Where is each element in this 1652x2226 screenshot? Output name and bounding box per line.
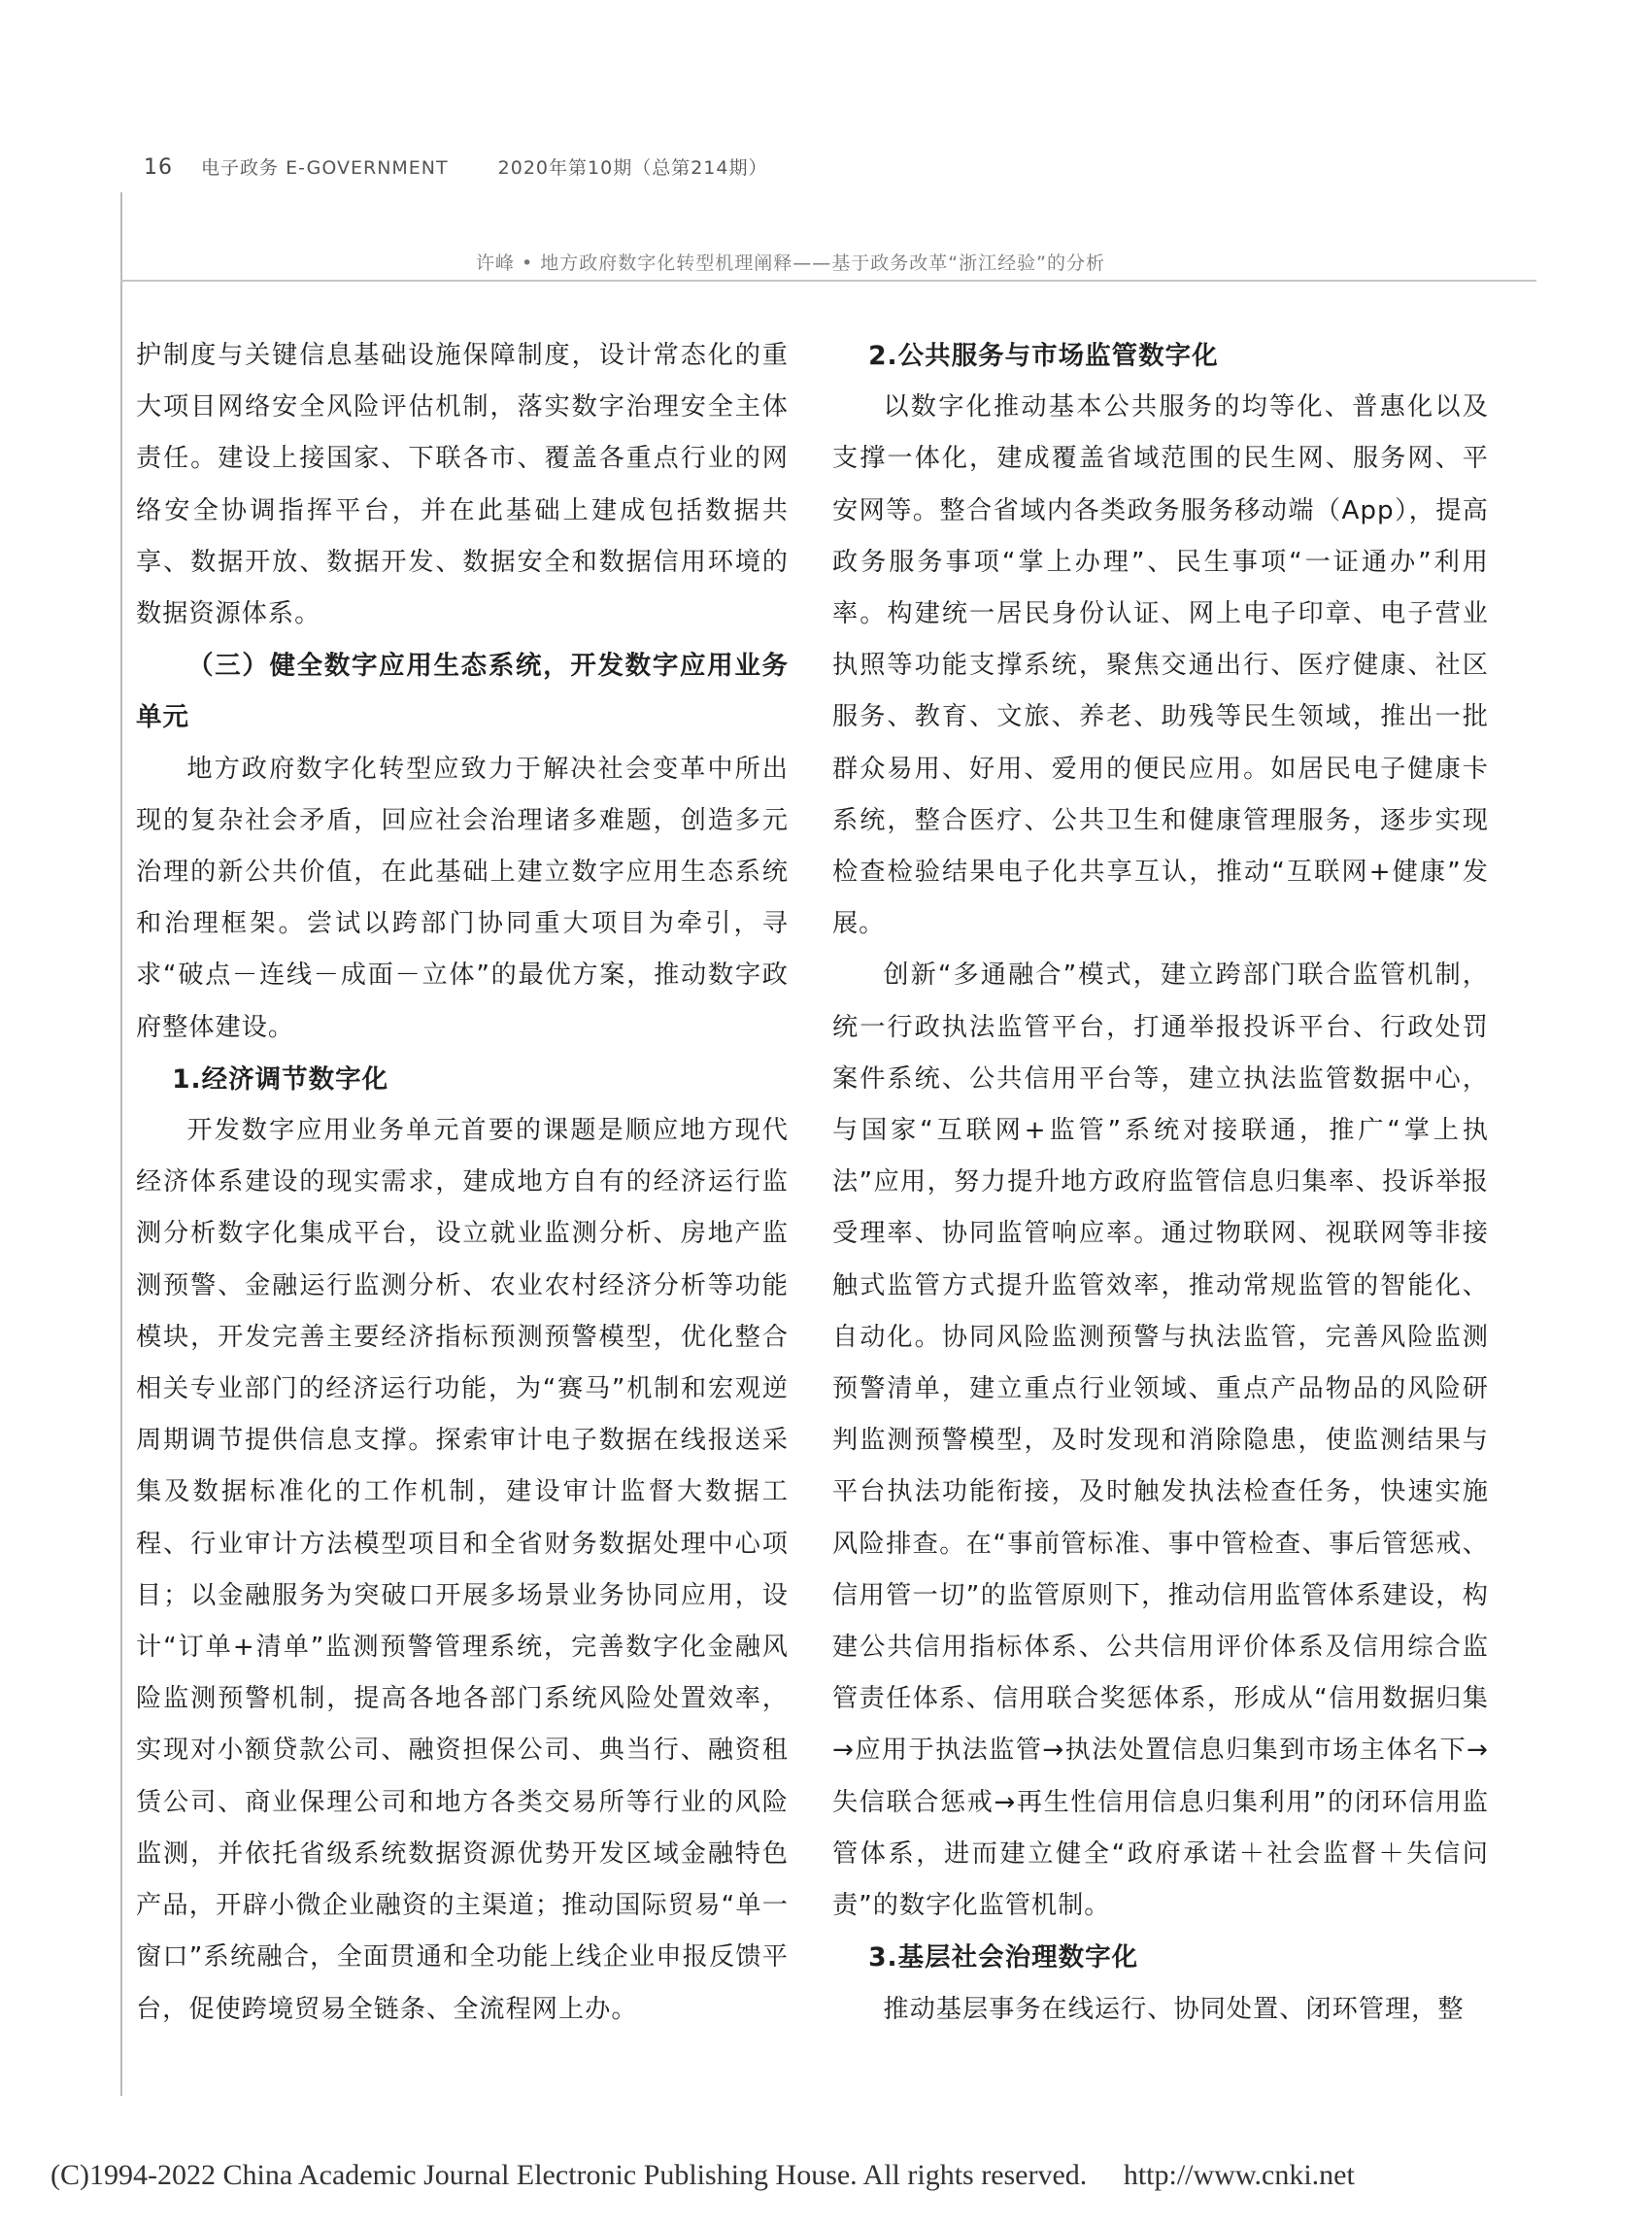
paragraph: 以数字化推动基本公共服务的均等化、普惠化以及支撑一体化，建成覆盖省域范围的民生网、服务网、平安网等。整合省域内各类政务服务移动端（App），提高政务服务事项“掌上办理”、民生事项“一证通办”利用率。构建统一居民身份认证、网上电子印章、电子营业执照等功能支撑系统，聚焦交通出行、医疗健康、社区服务、教育、文旅、养老、助残等民生领域，推出一批群众易用、好用、爱用的便民应用。如居民电子健康卡系统，整合医疗、公共卫生和健康管理服务，逐步实现检查检验结果电子化共享互认，推动“互联网+健康”发展。 (832, 392, 1489, 939)
paragraph: 推动基层事务在线运行、协同处置、闭环管理，整 (883, 1994, 1465, 2024)
left-column (136, 330, 789, 2036)
subsection-heading: 2.公共服务与市场监管数字化 (868, 341, 1219, 371)
page-number: 16 (144, 155, 173, 180)
right-column (832, 330, 1489, 2036)
running-title: 许峰 • 地方政府数字化转型机理阐释——基于政务改革“浙江经验”的分析 (476, 253, 1105, 274)
journal-name: 电子政务 E-GOVERNMENT (201, 157, 449, 179)
subsection-heading: 1.经济调节数字化 (172, 1063, 389, 1095)
paragraph: 护制度与关键信息基础设施保障制度，设计常态化的重大项目网络安全风险评估机制，落实数字治理安全主体责任。建设上接国家、下联各市、覆盖各重点行业的网络安全协调指挥平台，并在此基础上建成包括数据共享、数据开放、数据开发、数据安全和数据信用环境的数据资源体系。 (136, 341, 789, 629)
subsection-heading: 3.基层社会治理数字化 (868, 1942, 1139, 1973)
copyright-text: (C)1994-2022 China Academic Journal Electronic Publishing House. All rights reserved. (51, 2159, 1088, 2191)
issue-info: 2020年第10期（总第214期） (497, 157, 768, 179)
page-header (144, 153, 767, 180)
paragraph: 创新“多通融合”模式，建立跨部门联合监管机制，统一行政执法监管平台，打通举报投诉平台、行政处罚案件系统、公共信用平台等，建立执法监管数据中心，与国家“互联网+监管”系统对接联通，推广“掌上执法”应用，努力提升地方政府监管信息归集率、投诉举报受理率、协同监管响应率。通过物联网、视联网等非接触式监管方式提升监管效率，推动常规监管的智能化、自动化。协同风险监测预警与执法监管，完善风险监测预警清单，建立重点行业领域、重点产品物品的风险研判监测预警模型，及时发现和消除隐患，使监测结果与平台执法功能衔接，及时触发执法检查任务，快速实施风险排查。在“事前管标准、事中管检查、事后管惩戒、信用管一切”的监管原则下，推动信用监管体系建设，构建公共信用指标体系、公共信用评价体系及信用综合监管责任体系、信用联合奖惩体系，形成从“信用数据归集→应用于执法监管→执法处置信息归集到市场主体名下→失信联合惩戒→再生性信用信息归集利用”的闭环信用监管体系，进而建立健全“政府承诺＋社会监督＋失信问责”的数字化监管机制。 (832, 961, 1489, 1921)
footer-url[interactable]: http://www.cnki.net (1123, 2159, 1355, 2191)
vertical-rule (120, 192, 122, 2096)
paragraph: 开发数字应用业务单元首要的课题是顺应地方现代经济体系建设的现实需求，建成地方自有的经济运行监测分析数字化集成平台，设立就业监测分析、房地产监测预警、金融运行监测分析、农业农村经济分析等功能模块，开发完善主要经济指标预测预警模型，优化整合相关专业部门的经济运行功能，为“赛马”机制和宏观逆周期调节提供信息支撑。探索审计电子数据在线报送采集及数据标准化的工作机制，建设审计监督大数据工程、行业审计方法模型项目和全省财务数据处理中心项目；以金融服务为突破口开展多场景业务协同应用，设计“订单+清单”监测预警管理系统，完善数字化金融风险监测预警机制，提高各地各部门系统风险处置效率，实现对小额贷款公司、融资担保公司、典当行、融资租赁公司、商业保理公司和地方各类交易所等行业的风险监测，并依托省级系统数据资源优势开发区域金融特色产品，开辟小微企业融资的主渠道；推动国际贸易“单一窗口”系统融合，全面贯通和全功能上线企业申报反馈平台，促使跨境贸易全链条、全流程网上办。 (136, 1116, 789, 2024)
header-divider (120, 280, 1536, 282)
copyright-footer (51, 2159, 1355, 2192)
section-heading: （三）健全数字应用生态系统，开发数字应用业务单元 (136, 651, 789, 733)
paragraph: 地方政府数字化转型应致力于解决社会变革中所出现的复杂社会矛盾，回应社会治理诸多难题，创造多元治理的新公共价值，在此基础上建立数字应用生态系统和治理框架。尝试以跨部门协同重大项目为牵引，寻求“破点－连线－成面－立体”的最优方案，推动数字政府整体建设。 (136, 754, 789, 1042)
